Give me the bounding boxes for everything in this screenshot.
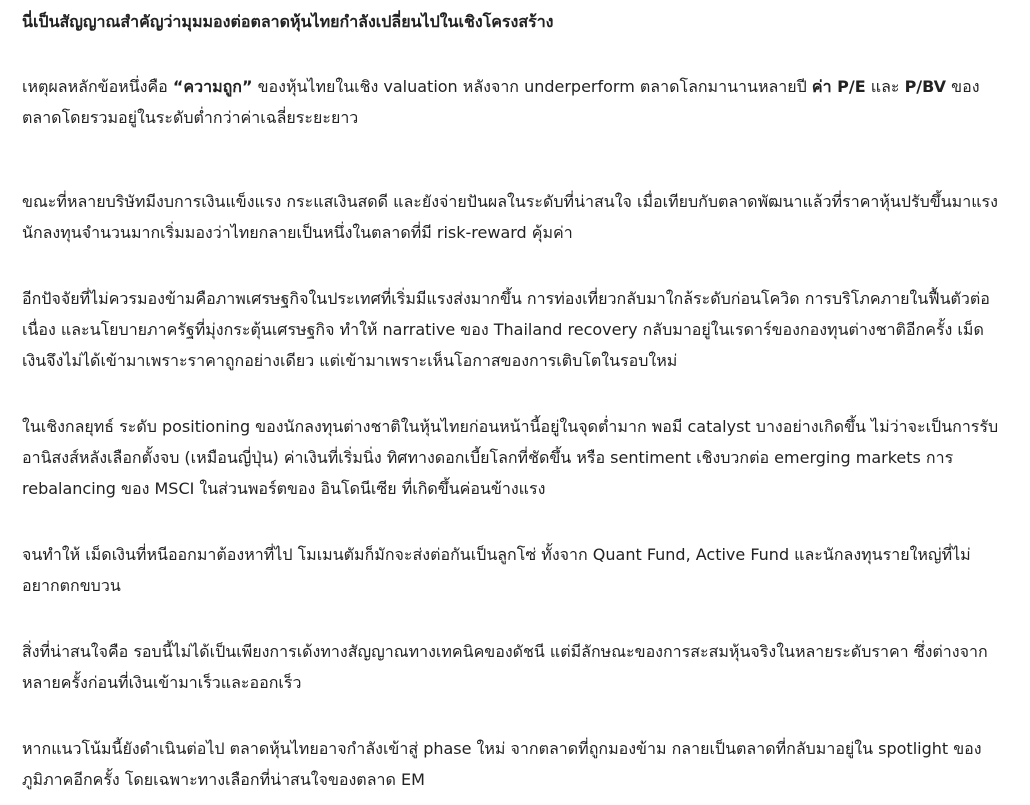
paragraph-positioning: ในเชิงกลยุทธ์ ระดับ positioning ของนักลงทุนต่างชาติในหุ้นไทยก่อนหน้านี้อยู่ในจุดต่ำมาก พอมี catalyst บางอย่างเกิดขึ้น ไม่ว่าจะเป็นการรับอานิสงส์หลังเลือกตั้งจบ (เหมือนญี่ปุ่น) ค่าเงินที่เริ่มนิ่ง ทิศทางดอกเบี้ยโลกที่ชัดขึ้น หรือ sentiment เชิงบวกต่อ emerging markets การ rebalancing ของ MSCI ในส่วนพอร์ตของ อินโดนีเซีย ที่เกิดขึ้นค่อนข้างแรง	[22, 417, 999, 498]
article-heading: นี่เป็นสัญญาณสำคัญว่ามุมมองต่อตลาดหุ้นไทยกำลังเปลี่ยนไปในเชิงโครงสร้าง	[22, 12, 554, 31]
emphasis-cheapness: “ความถูก”	[172, 77, 253, 96]
valuation-text-1: เหตุผลหลักข้อหนึ่งคือ	[22, 77, 173, 96]
emphasis-pbv: P/BV	[904, 77, 947, 96]
paragraph-outlook: หากแนวโน้มนี้ยังดำเนินต่อไป ตลาดหุ้นไทยอาจกำลังเข้าสู่ phase ใหม่ จากตลาดที่ถูกมองข้าม กลายเป็นตลาดที่กลับมาอยู่ใน spotlight ของภูมิภาคอีกครั้ง โดยเฉพาะทางเลือกที่น่าสนใจของตลาด EM	[22, 739, 982, 789]
paragraph-momentum: จนทำให้ เม็ดเงินที่หนีออกมาต้องหาที่ไป โมเมนตัมก็มักจะส่งต่อกันเป็นลูกโซ่ ทั้งจาก Quant Fund, Active Fund และนักลงทุนรายใหญ่ที่ไม่อยากตกขบวน	[22, 545, 971, 595]
paragraph-valuation	[22, 71, 1004, 133]
emphasis-pe: ค่า P/E	[811, 77, 866, 96]
valuation-text-4: ของตลาดโดยรวมอยู่ในระดับต่ำกว่าค่าเฉลี่ยระยะยาว	[22, 77, 980, 127]
paragraph-risk-reward: ขณะที่หลายบริษัทมีงบการเงินแข็งแรง กระแสเงินสดดี และยังจ่ายปันผลในระดับที่น่าสนใจ เมื่อเทียบกับตลาดพัฒนาแล้วที่ราคาหุ้นปรับขึ้นมาแรง นักลงทุนจำนวนมากเริ่มมองว่าไทยกลายเป็นหนึ่งในตลาดที่มี risk-reward คุ้มค่า	[22, 192, 998, 242]
valuation-text-2: ของหุ้นไทยในเชิง valuation หลังจาก underperform ตลาดโลกมานานหลายปี	[252, 77, 812, 96]
paragraph-economy: อีกปัจจัยที่ไม่ควรมองข้ามคือภาพเศรษฐกิจในประเทศที่เริ่มมีแรงส่งมากขึ้น การท่องเที่ยวกลับมาใกล้ระดับก่อนโควิด การบริโภคภายในฟื้นตัวต่อเนื่อง และนโยบายภาครัฐที่มุ่งกระตุ้นเศรษฐกิจ ทำให้ narrative ของ Thailand recovery กลับมาอยู่ในเรดาร์ของกองทุนต่างชาติอีกครั้ง เม็ดเงินจึงไม่ได้เข้ามาเพราะราคาถูกอย่างเดียว แต่เข้ามาเพราะเห็นโอกาสของการเติบโตในรอบใหม่	[22, 289, 990, 370]
paragraph-accumulation: สิ่งที่น่าสนใจคือ รอบนี้ไม่ได้เป็นเพียงการเด้งทางสัญญาณทางเทคนิคของดัชนี แต่มีลักษณะของการสะสมหุ้นจริงในหลายระดับราคา ซึ่งต่างจากหลายครั้งก่อนที่เงินเข้ามาเร็วและออกเร็ว	[22, 642, 988, 692]
valuation-text-3: และ	[865, 77, 905, 96]
